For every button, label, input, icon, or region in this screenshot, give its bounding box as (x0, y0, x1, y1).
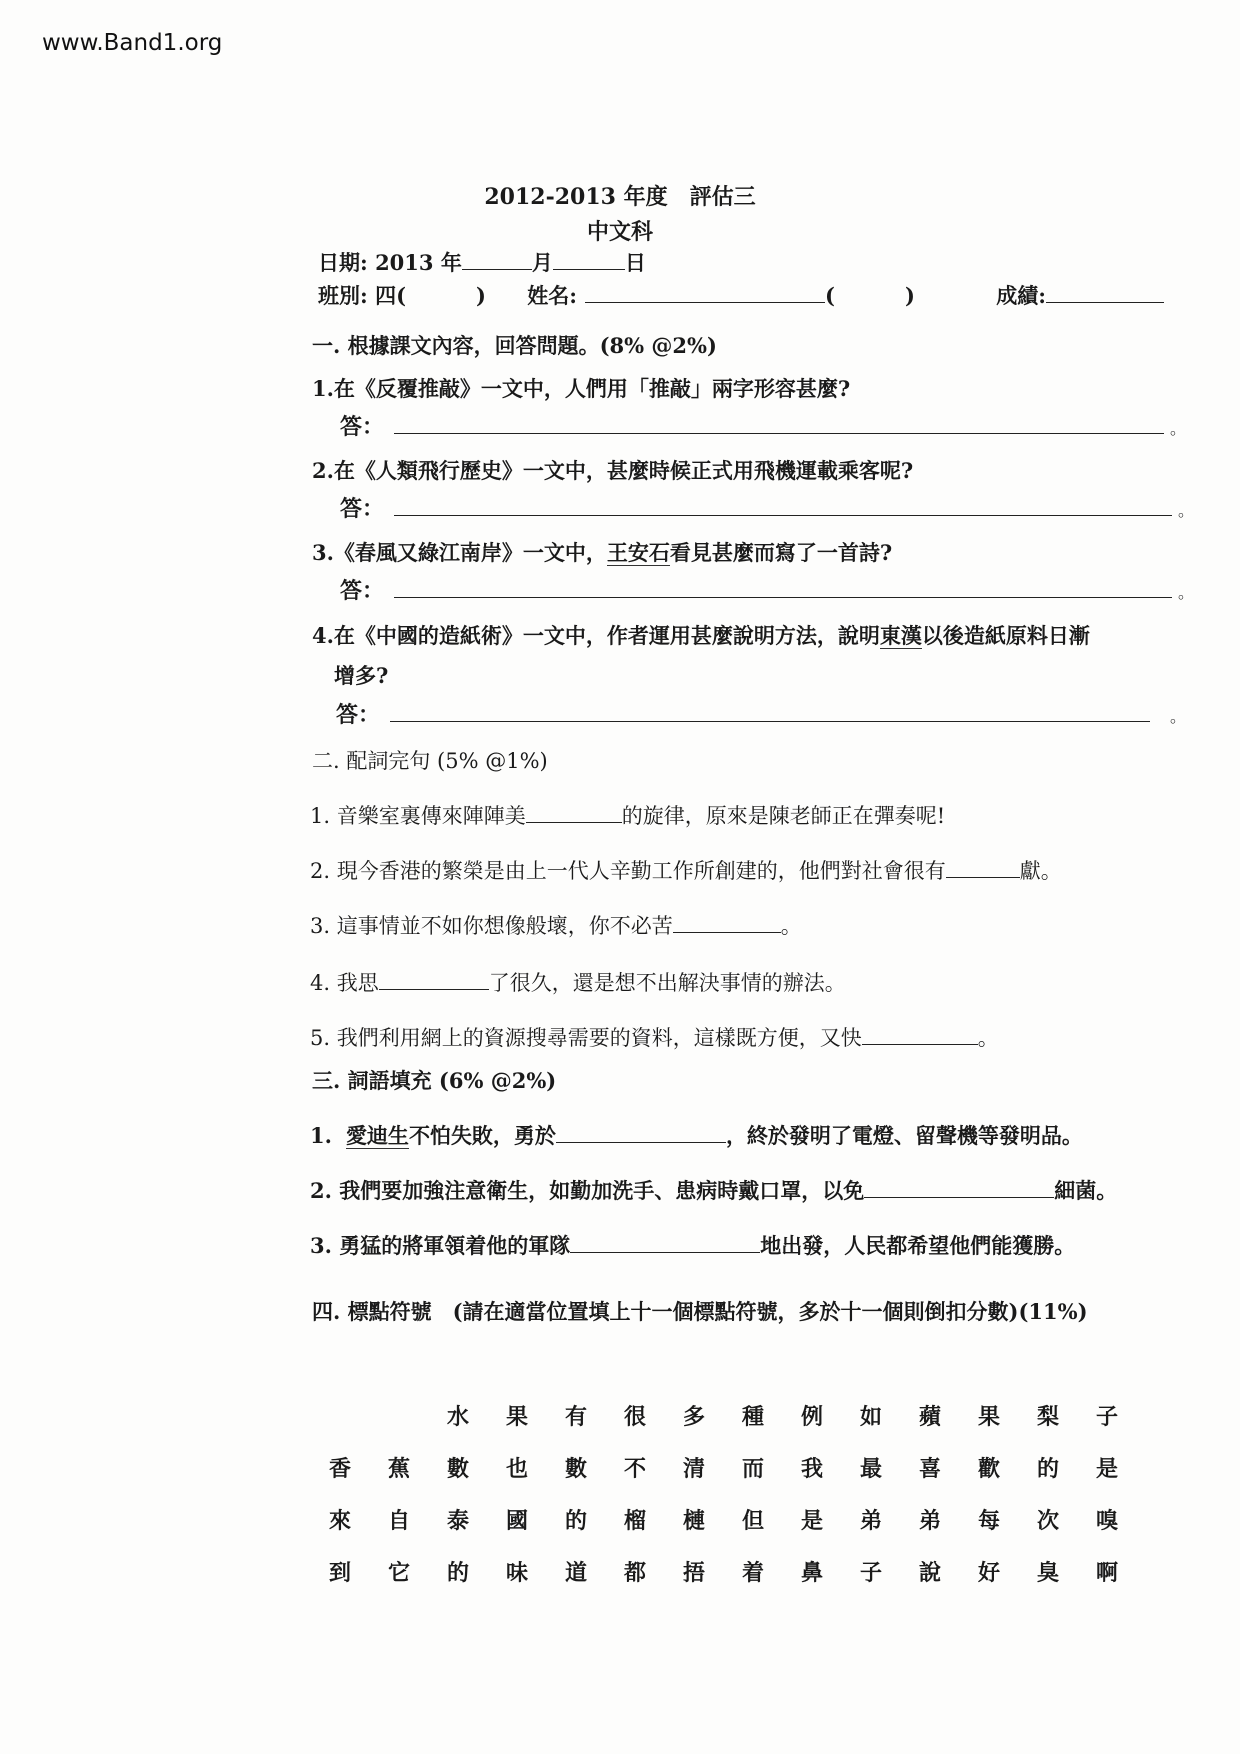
s2-item-2: 2. 現今香港的繁榮是由上一代人辛勤工作所創建的，他們對社會很有 獻。 (310, 859, 1062, 883)
s1-answer-label-4: 答： (336, 702, 381, 728)
grid-char: 很 (623, 1404, 646, 1430)
date-label: 日期: 2013 年 (318, 250, 462, 275)
grid-char: 啊 (1095, 1560, 1118, 1586)
grid-char: 榴 (623, 1508, 646, 1534)
grid-char: 自 (387, 1508, 410, 1534)
grid-char: 數 (564, 1456, 587, 1482)
grid-char: 捂 (682, 1560, 705, 1586)
s1-question-2: 2.在《人類飛行歷史》一文中，甚麼時候正式用飛機運載乘客呢? (312, 458, 914, 483)
grid-char: 子 (859, 1560, 882, 1586)
s2-blank-2[interactable] (946, 859, 1020, 878)
s1-answer-line-3[interactable] (394, 597, 1172, 598)
grid-char: 水 (446, 1404, 469, 1430)
grid-char: 有 (564, 1404, 587, 1430)
grid-char: 果 (505, 1404, 528, 1430)
grid-char: 而 (741, 1456, 764, 1482)
s1-answer-line-1[interactable] (394, 433, 1164, 434)
seat-open: ( (825, 283, 835, 308)
day-blank[interactable] (553, 251, 625, 270)
grid-char: 弟 (918, 1508, 941, 1534)
month-label: 月 (531, 250, 553, 275)
grid-char: 是 (1095, 1456, 1118, 1482)
grid-char: 我 (800, 1456, 823, 1482)
s3-item-2: 2. 我們要加強注意衛生，如勤加洗手、患病時戴口罩，以免 細菌。 (310, 1178, 1118, 1203)
s1-answer-label-3: 答： (340, 578, 385, 604)
s3-item-3: 3. 勇猛的將軍領着他的軍隊 地出發，人民都希望他們能獲勝。 (310, 1233, 1076, 1258)
s2-item-5: 5. 我們利用網上的資源搜尋需要的資料，這樣既方便，又快 。 (310, 1026, 999, 1050)
grid-char: 梨 (1036, 1404, 1059, 1430)
grid-char: 好 (977, 1560, 1000, 1586)
grid-char: 都 (623, 1560, 646, 1586)
score-label: 成績: (996, 283, 1046, 308)
section2-heading: 二. 配詞完句 (5% @1%) (312, 749, 548, 773)
student-info-line (318, 280, 1164, 310)
grid-char: 如 (859, 1404, 882, 1430)
name-label: 姓名: (527, 283, 578, 308)
exam-year-title: 2012-2013 年度 評估三 (484, 184, 756, 210)
grid-char: 蘋 (918, 1404, 941, 1430)
subject-title: 中文科 (586, 219, 653, 245)
section4-heading: 四. 標點符號 (請在適當位置填上十一個標點符號，多於十一個則倒扣分數)(11%) (312, 1299, 1088, 1324)
grid-char: 不 (623, 1456, 646, 1482)
s1-end-mark-1: 。 (1170, 419, 1187, 438)
person-name-edison: 愛迪生 (345, 1123, 409, 1148)
grid-char: 多 (682, 1404, 705, 1430)
grid-char: 喜 (918, 1456, 941, 1482)
s2-item-3: 3. 這事情並不如你想像般壞，你不必苦 。 (310, 914, 802, 938)
s2-blank-4[interactable] (379, 971, 489, 990)
grid-char: 次 (1036, 1508, 1059, 1534)
s1-question-3: 3.《春風又綠江南岸》一文中，王安石看見甚麼而寫了一首詩? (312, 540, 893, 565)
name-blank[interactable] (585, 284, 825, 303)
person-name-wang-anshi: 王安石 (606, 540, 670, 565)
s2-item-4: 4. 我思 了很久，還是想不出解決事情的辦法。 (310, 971, 846, 995)
section3-heading: 三. 詞語填充 (6% @2%) (312, 1068, 557, 1093)
grid-char: 清 (682, 1456, 705, 1482)
s3-blank-3[interactable] (570, 1234, 760, 1253)
grid-char: 道 (564, 1560, 587, 1586)
s2-blank-3[interactable] (673, 914, 781, 933)
grid-char: 最 (859, 1456, 882, 1482)
s3-blank-2[interactable] (864, 1179, 1054, 1198)
s2-blank-1[interactable] (526, 804, 622, 823)
s1-end-mark-4: 。 (1170, 707, 1187, 726)
grid-char: 味 (505, 1560, 528, 1586)
s3-item-1: 1. 愛迪生不怕失敗，勇於 ，終於發明了電燈、留聲機等發明品。 (310, 1123, 1083, 1148)
grid-char: 槤 (682, 1508, 705, 1534)
seat-close: ) (904, 283, 915, 308)
grid-char: 到 (328, 1560, 351, 1586)
grid-char: 說 (918, 1560, 941, 1586)
grid-char: 泰 (446, 1508, 469, 1534)
grid-char: 但 (741, 1508, 764, 1534)
class-label: 班別: 四( (318, 283, 406, 308)
grid-char: 弟 (859, 1508, 882, 1534)
grid-char: 鼻 (800, 1560, 823, 1586)
grid-char: 數 (446, 1456, 469, 1482)
s1-answer-label-2: 答： (340, 496, 385, 522)
place-name-donghan: 東漢 (879, 623, 922, 648)
grid-char: 的 (564, 1508, 587, 1534)
grid-char: 歡 (977, 1456, 1000, 1482)
s1-question-1: 1.在《反覆推敲》一文中，人們用「推敲」兩字形容甚麼? (312, 376, 851, 401)
s2-item-1: 1. 音樂室裏傳來陣陣美 的旋律，原來是陳老師正在彈奏呢! (310, 804, 946, 828)
grid-char: 每 (977, 1508, 1000, 1534)
s1-question-4: 4.在《中國的造紙術》一文中，作者運用甚麼說明方法，說明東漢以後造紙原料日漸 (312, 623, 1090, 648)
s1-answer-line-2[interactable] (394, 515, 1172, 516)
site-watermark: www.Band1.org (42, 30, 223, 56)
s1-answer-label-1: 答： (340, 414, 385, 440)
score-blank[interactable] (1046, 284, 1164, 303)
grid-char: 嗅 (1095, 1508, 1118, 1534)
s3-blank-1[interactable] (556, 1124, 726, 1143)
grid-char: 國 (505, 1508, 528, 1534)
s1-end-mark-2: 。 (1178, 501, 1195, 520)
grid-char: 種 (741, 1404, 764, 1430)
class-close: ) (476, 283, 486, 308)
grid-char: 例 (800, 1404, 823, 1430)
s1-answer-line-4[interactable] (390, 721, 1150, 722)
s2-blank-5[interactable] (862, 1026, 978, 1045)
grid-char: 子 (1095, 1404, 1118, 1430)
month-blank[interactable] (462, 251, 532, 270)
grid-char: 它 (387, 1560, 410, 1586)
s1-end-mark-3: 。 (1178, 583, 1195, 602)
grid-char: 着 (741, 1560, 764, 1586)
section1-heading: 一. 根據課文內容，回答問題。(8% @2%) (312, 333, 717, 358)
day-label: 日 (624, 250, 646, 275)
grid-char: 臭 (1036, 1560, 1059, 1586)
grid-char: 來 (328, 1508, 351, 1534)
grid-char: 蕉 (387, 1456, 410, 1482)
date-line (318, 247, 646, 277)
s1-question-4-line2: 增多? (334, 663, 389, 688)
grid-char: 是 (800, 1508, 823, 1534)
grid-char: 的 (1036, 1456, 1059, 1482)
grid-char: 的 (446, 1560, 469, 1586)
grid-char: 香 (328, 1456, 351, 1482)
grid-char: 果 (977, 1404, 1000, 1430)
grid-char: 也 (505, 1456, 528, 1482)
